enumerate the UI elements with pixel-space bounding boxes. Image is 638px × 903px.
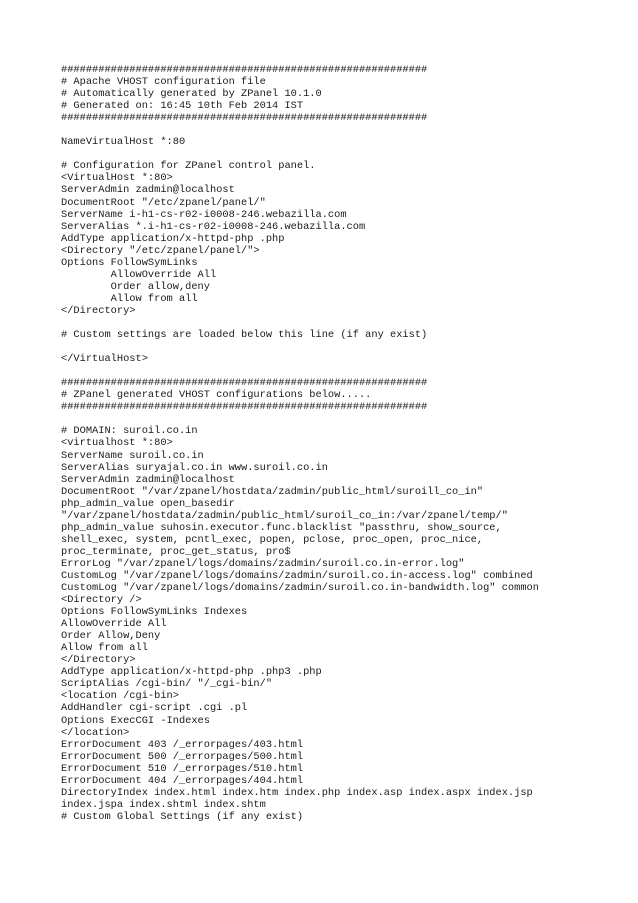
config-line: Allow from all [61, 292, 198, 305]
config-line [61, 365, 621, 377]
config-line: DocumentRoot "/var/zpanel/hostdata/zadmin/public_html/suroill_co_in" [61, 485, 484, 498]
config-line [61, 341, 621, 353]
config-line: Options FollowSymLinks [61, 256, 198, 269]
config-line: CustomLog "/var/zpanel/logs/domains/zadmin/suroil.co.in-access.log" combined [61, 569, 533, 582]
config-line: ErrorLog "/var/zpanel/logs/domains/zadmin/suroil.co.in-error.log" [61, 557, 465, 570]
config-line: ErrorDocument 500 /_errorpages/500.html [61, 750, 304, 763]
config-line: php_admin_value suhosin.executor.func.blacklist "passthru, show_source, [61, 521, 502, 534]
config-line: DocumentRoot "/etc/zpanel/panel/" [61, 196, 266, 209]
config-line: ########################################################### [61, 112, 428, 125]
config-line: </Directory> [61, 304, 136, 317]
config-line: # Configuration for ZPanel control panel. [61, 160, 316, 173]
config-line: # ZPanel generated VHOST configurations below..... [61, 389, 372, 402]
config-line: Order Allow,Deny [61, 630, 161, 643]
config-line: ########################################################### [61, 64, 428, 76]
config-line [61, 317, 621, 329]
config-line: <VirtualHost *:80> [61, 172, 173, 185]
config-line: Allow from all [61, 642, 148, 655]
config-line: </Directory> [61, 654, 136, 667]
config-line: AllowOverride All [61, 268, 217, 281]
config-line: ServerName i-h1-cs-r02-i0008-246.webazilla.com [61, 208, 347, 221]
config-line [61, 148, 621, 160]
config-line: ErrorDocument 403 /_errorpages/403.html [61, 738, 304, 751]
config-line: proc_terminate, proc_get_status, pro$ [61, 545, 291, 558]
config-line: <location /cgi-bin> [61, 690, 179, 703]
config-line: php_admin_value open_basedir [61, 497, 235, 510]
config-line: <Directory "/etc/zpanel/panel/"> [61, 244, 260, 257]
config-line: # DOMAIN: suroil.co.in [61, 425, 198, 438]
config-line [61, 124, 621, 136]
config-line: </location> [61, 726, 130, 739]
config-line: <Directory /> [61, 594, 142, 607]
config-line: ServerAlias *.i-h1-cs-r02-i0008-246.webazilla.com [61, 220, 366, 233]
config-line: # Generated on: 16:45 10th Feb 2014 IST [61, 100, 304, 113]
config-line: Options ExecCGI -Indexes [61, 714, 210, 727]
config-line: shell_exec, system, pcntl_exec, popen, pclose, proc_open, proc_nice, [61, 533, 484, 546]
config-line: # Custom Global Settings (if any exist) [61, 810, 304, 823]
config-line: <virtualhost *:80> [61, 437, 173, 450]
config-line: Options FollowSymLinks Indexes [61, 606, 248, 619]
config-line: AddHandler cgi-script .cgi .pl [61, 702, 248, 715]
config-line: # Apache VHOST configuration file [61, 76, 266, 89]
config-line: ServerAlias suryajal.co.in www.suroil.co.in [61, 461, 328, 474]
config-line: ServerAdmin zadmin@localhost [61, 473, 235, 486]
config-line: ScriptAlias /cgi-bin/ "/_cgi-bin/" [61, 678, 273, 691]
config-line: ########################################################### [61, 377, 428, 390]
config-line: Order allow,deny [61, 280, 210, 293]
config-line: ########################################################### [61, 401, 428, 414]
config-line: AllowOverride All [61, 618, 167, 631]
config-line: DirectoryIndex index.html index.htm index.php index.asp index.aspx index.jsp [61, 786, 533, 799]
config-line: </VirtualHost> [61, 353, 148, 366]
config-line: NameVirtualHost *:80 [61, 136, 186, 149]
config-line: # Custom settings are loaded below this line (if any exist) [61, 329, 428, 342]
config-line: index.jspa index.shtml index.shtm [61, 798, 266, 811]
config-line: ErrorDocument 510 /_errorpages/510.html [61, 762, 304, 775]
config-line [61, 413, 621, 425]
config-line: # Automatically generated by ZPanel 10.1.0 [61, 88, 322, 101]
config-line: CustomLog "/var/zpanel/logs/domains/zadmin/suroil.co.in-bandwidth.log" common [61, 582, 539, 595]
config-line: AddType application/x-httpd-php .php [61, 232, 285, 245]
config-line: AddType application/x-httpd-php .php3 .php [61, 666, 322, 679]
config-line: "/var/zpanel/hostdata/zadmin/public_html/suroil_co_in:/var/zpanel/temp/" [61, 509, 508, 522]
config-line: ServerName suroil.co.in [61, 449, 204, 462]
config-line: ErrorDocument 404 /_errorpages/404.html [61, 774, 304, 787]
config-file-text [61, 64, 621, 823]
config-line: ServerAdmin zadmin@localhost [61, 184, 235, 197]
